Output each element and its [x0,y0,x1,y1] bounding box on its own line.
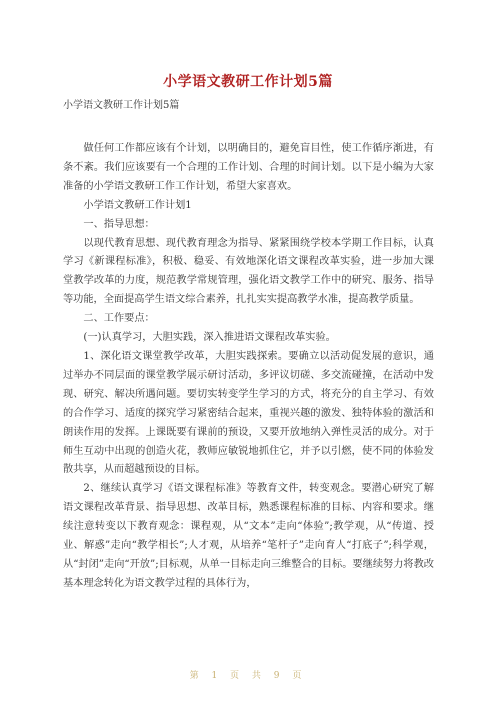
paragraph-guiding-thought: 以现代教育思想、现代教育理念为指导、紧紧围绕学校本学期工作目标，认真学习《新课程标准》，积极、稳妥、有效地深化语文课程改革实验，进一步加大课堂教学改革的力度，规范教学常规管理，强化语文教学工作中的研究、服务、指导等功能，全面提高学生语文综合素养，扎扎实实提高教学水准，提高教学质量。 [63,237,434,306]
document-title: 小学语文教研工作计划5篇 [163,74,333,90]
section-heading-guiding-thought: 一、指导思想： [83,218,155,230]
intro-paragraph: 做任何工作都应该有个计划，以明确目的，避免盲目性，使工作循序渐进，有条不紊。我们应该要有一个合理的工作计划、合理的时间计划。以下是小编为大家准备的小学语文教研工作工作计划，希望大家喜欢。 [63,143,434,192]
paragraph-item-1: 1、深化语文课堂教学改革，大胆实践探索。要确立以活动促发展的意识，通过举办不同层面的课堂教学展示研讨活动，多评议切磋、多交流碰撞，在活动中发现、研究、解决所遇问题。要切实转变学生学习的方式，将充分的自主学习、有效的合作学习、适度的探究学习紧密结合起来，重视兴趣的激发、独特体验的激活和朗读作用的发挥。上课既要有课前的预设，又要开放地纳入弹性灵活的成分。对于师生互动中出现的创造火花，教师应敏锐地抓住它，并予以引燃，使不同的体验发散共享，从而超越预设的目标。 [63,350,434,476]
section-heading-work-points: 二、工作要点： [83,313,155,325]
section-heading-plan-1: 小学语文教研工作计划1 [83,199,192,211]
page-footer: 第 1 页 共 9 页 [189,671,307,681]
subsection-heading-1: (一)认真学习，大胆实践，深入推进语文课程改革实验。 [83,332,336,344]
document-body [63,140,434,594]
document-subtitle: 小学语文教研工作计划5篇 [63,100,180,111]
paragraph-item-2: 2、继续认真学习《语文课程标准》等教育文件，转变观念。要潜心研究了解语文课程改革背景、指导思想、改革目标，熟悉课程标准的目标、内容和要求。继续注意转变以下教育观念：课程观，从“文本”走向“体验”;教学观，从“传道、授业、解惑”走向“教学相长”;人才观，从培养“笔杆子”走向育人“打底子”;科学观，从“封闭”走向“开放”;目标观，从单一目标走向三维整合的目标。要继续努力将教改基本理念转化为语文教学过程的具体行为， [63,483,434,589]
